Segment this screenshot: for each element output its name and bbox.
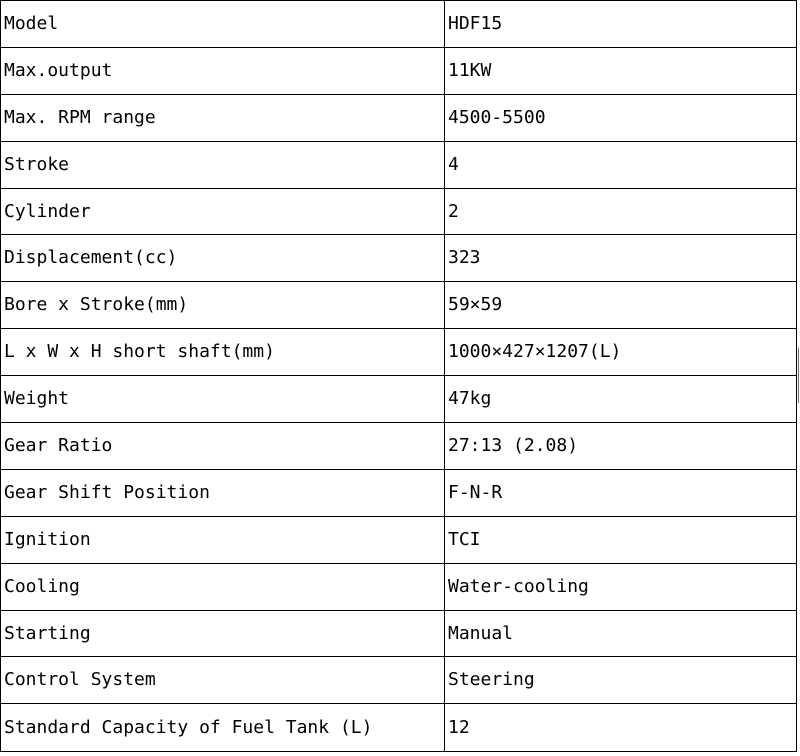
spec-value: 2 bbox=[445, 188, 797, 235]
table-row bbox=[1, 610, 797, 657]
spec-label: Cooling bbox=[1, 563, 445, 610]
spec-label: Bore x Stroke(mm) bbox=[1, 282, 445, 329]
spec-value: Manual bbox=[445, 610, 797, 657]
spec-label: Control System bbox=[1, 657, 445, 704]
table-row bbox=[1, 563, 797, 610]
table-row bbox=[1, 188, 797, 235]
spec-label: Ignition bbox=[1, 516, 445, 563]
table-row bbox=[1, 47, 797, 94]
table-row bbox=[1, 469, 797, 516]
spec-label: Standard Capacity of Fuel Tank (L) bbox=[1, 704, 445, 752]
table-row bbox=[1, 423, 797, 470]
table-row bbox=[1, 657, 797, 704]
spec-value: 47kg bbox=[445, 376, 797, 423]
spec-label: Gear Shift Position bbox=[1, 469, 445, 516]
scroll-edge-divider bbox=[798, 348, 799, 403]
table-row bbox=[1, 329, 797, 376]
table-row bbox=[1, 704, 797, 752]
table-row bbox=[1, 94, 797, 141]
table-row bbox=[1, 376, 797, 423]
spec-label: Max. RPM range bbox=[1, 94, 445, 141]
spec-value: F-N-R bbox=[445, 469, 797, 516]
spec-label: Max.output bbox=[1, 47, 445, 94]
spec-label: Weight bbox=[1, 376, 445, 423]
table-row bbox=[1, 1, 797, 48]
table-row bbox=[1, 516, 797, 563]
spec-value: 4 bbox=[445, 141, 797, 188]
spec-value: Steering bbox=[445, 657, 797, 704]
spec-label: Displacement(cc) bbox=[1, 235, 445, 282]
table-row bbox=[1, 282, 797, 329]
spec-value: 1000×427×1207(L) bbox=[445, 329, 797, 376]
spec-value: 59×59 bbox=[445, 282, 797, 329]
spec-value: 323 bbox=[445, 235, 797, 282]
spec-label: Stroke bbox=[1, 141, 445, 188]
spec-value: HDF15 bbox=[445, 1, 797, 48]
spec-label: Starting bbox=[1, 610, 445, 657]
spec-value: Water-cooling bbox=[445, 563, 797, 610]
spec-value: 12 bbox=[445, 704, 797, 752]
spec-label: Gear Ratio bbox=[1, 423, 445, 470]
spec-value: 27:13 (2.08) bbox=[445, 423, 797, 470]
spec-label: Cylinder bbox=[1, 188, 445, 235]
table-row bbox=[1, 235, 797, 282]
spec-label: Model bbox=[1, 1, 445, 48]
table-row bbox=[1, 141, 797, 188]
spec-value: 4500-5500 bbox=[445, 94, 797, 141]
spec-label: L x W x H short shaft(mm) bbox=[1, 329, 445, 376]
spec-value: 11KW bbox=[445, 47, 797, 94]
spec-value: TCI bbox=[445, 516, 797, 563]
